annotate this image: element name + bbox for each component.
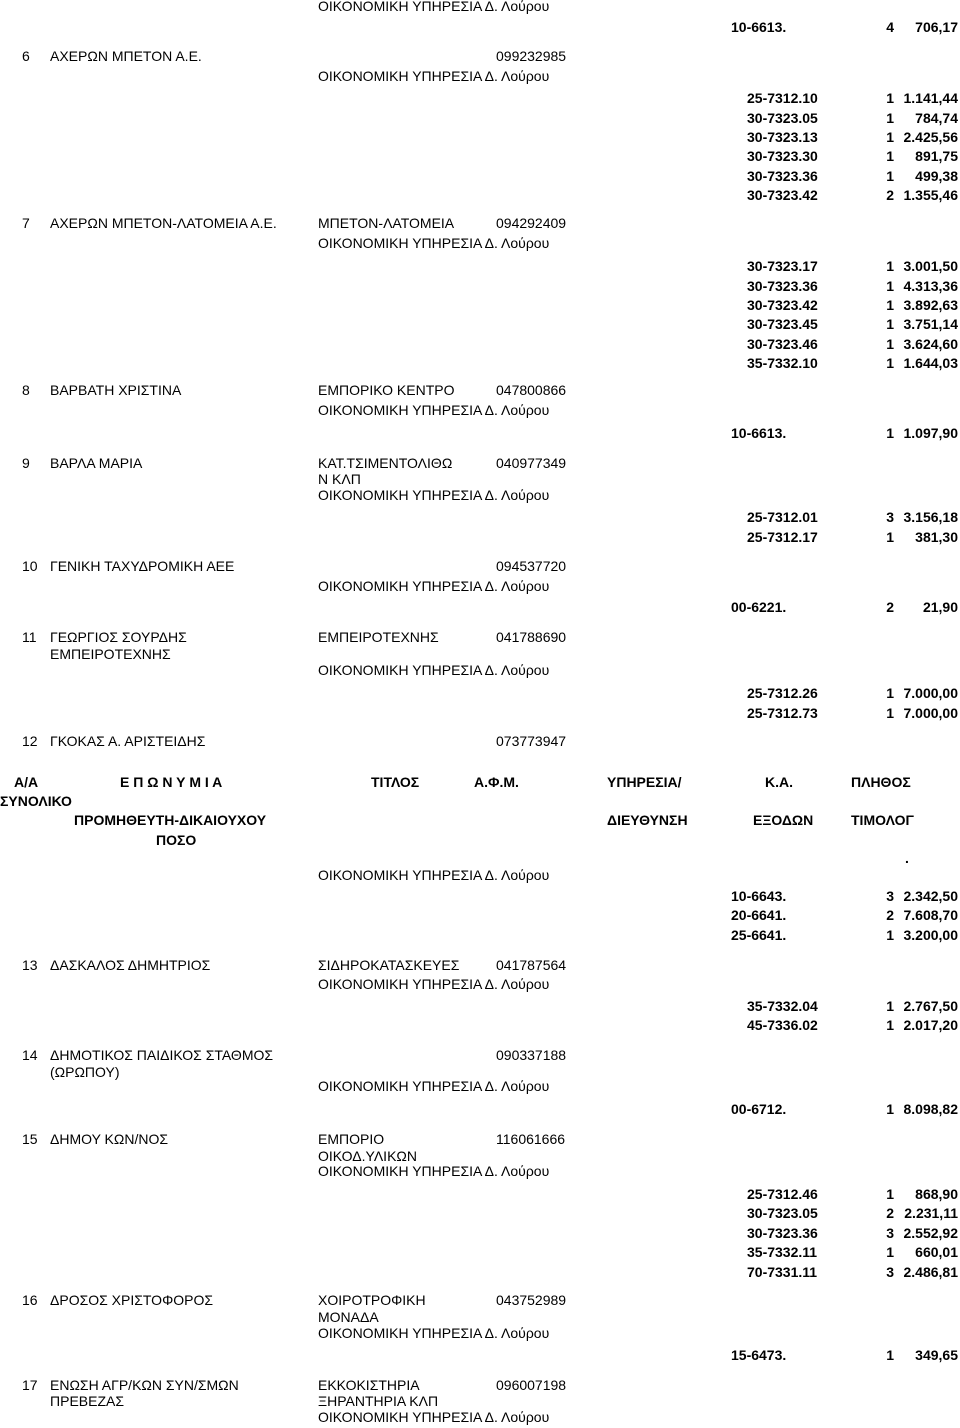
afm-value: 090337188: [496, 1047, 567, 1063]
supplier-name: ΓΕΝΙΚΗ ΤΑΧΥΔΡΟΜΙΚΗ ΑΕΕ: [50, 558, 235, 574]
row-number: 6: [22, 48, 30, 64]
expense-code: 25-7312.01: [747, 509, 818, 525]
supplier-name: ΓΚΟΚΑΣ Α. ΑΡΙΣΤΕΙΔΗΣ: [50, 733, 206, 749]
invoice-count: 1: [886, 425, 894, 441]
header-synoliko: ΣΥΝΟΛΙΚΟ: [0, 793, 72, 809]
invoice-count: 4: [886, 19, 894, 35]
expense-code: 30-7323.42: [747, 297, 818, 313]
supplier-title-cont: ΜΟΝΑΔΑ: [318, 1309, 379, 1325]
supplier-name: ΔΡΟΣΟΣ ΧΡΙΣΤΟΦΟΡΟΣ: [50, 1292, 214, 1308]
supplier-name: ΔΑΣΚΑΛΟΣ ΔΗΜΗΤΡΙΟΣ: [50, 957, 211, 973]
expense-code: 15-6473.: [731, 1347, 787, 1363]
expense-code: 20-6641.: [731, 907, 787, 923]
supplier-title: ΕΜΠΕΙΡΟΤΕΧΝΗΣ: [318, 629, 439, 645]
row-number: 14: [22, 1047, 38, 1063]
total-amount: 3.156,18: [903, 509, 958, 525]
service-label: ΟΙΚΟΝΟΜΙΚΗ ΥΠΗΡΕΣΙΑ Δ. Λούρου: [318, 68, 550, 84]
expense-code: 25-6641.: [731, 927, 787, 943]
invoice-count: 1: [886, 258, 894, 274]
expense-code: 25-7312.73: [747, 705, 818, 721]
total-amount: 3.892,63: [903, 297, 958, 313]
afm-value: 099232985: [496, 48, 567, 64]
supplier-name: ΒΑΡΛΑ ΜΑΡΙΑ: [50, 455, 143, 471]
total-amount: 2.767,50: [903, 998, 958, 1014]
invoice-count: 1: [886, 529, 894, 545]
expense-code: 30-7323.45: [747, 316, 818, 332]
header-service-2: ΔΙΕΥΘΥΝΣΗ: [607, 812, 688, 828]
service-label: ΟΙΚΟΝΟΜΙΚΗ ΥΠΗΡΕΣΙΑ Δ. Λούρου: [318, 1078, 550, 1094]
invoice-count: 2: [886, 599, 894, 615]
total-amount: 2.425,56: [903, 129, 958, 145]
header-poso: ΠΟΣΟ: [156, 832, 197, 848]
afm-value: 094292409: [496, 215, 567, 231]
invoice-count: 1: [886, 685, 894, 701]
invoice-count: 1: [886, 927, 894, 943]
header-name: Ε Π Ω Ν Υ Μ Ι Α: [120, 774, 223, 790]
total-amount: 891,75: [915, 148, 958, 164]
total-amount: 3.200,00: [903, 927, 958, 943]
afm-value: 116061666: [496, 1131, 566, 1147]
invoice-count: 1: [886, 336, 894, 352]
expense-code: 30-7323.36: [747, 168, 818, 184]
expense-code: 00-6712.: [731, 1101, 787, 1117]
service-label: ΟΙΚΟΝΟΜΙΚΗ ΥΠΗΡΕΣΙΑ Δ. Λούρου: [318, 1409, 550, 1425]
header-title: ΤΙΤΛΟΣ: [371, 774, 420, 790]
invoice-count: 3: [886, 509, 894, 525]
supplier-title: ΣΙΔΗΡΟΚΑΤΑΣΚΕΥΕΣ: [318, 957, 460, 973]
supplier-title: ΕΚΚΟΚΙΣΤΗΡΙΑ: [318, 1377, 420, 1393]
invoice-count: 1: [886, 297, 894, 313]
supplier-title: ΕΜΠΟΡΙΟ: [318, 1131, 385, 1147]
expense-code: 30-7323.36: [747, 1225, 818, 1241]
invoice-count: 3: [886, 888, 894, 904]
invoice-count: 2: [886, 187, 894, 203]
total-amount: 7.000,00: [903, 685, 958, 701]
total-amount: 1.644,03: [903, 355, 958, 371]
total-amount: 2.231,11: [904, 1205, 958, 1221]
row-number: 10: [22, 558, 38, 574]
invoice-count: 3: [886, 1264, 894, 1280]
expense-code: 35-7332.10: [747, 355, 818, 371]
invoice-count: 1: [886, 1347, 894, 1363]
invoice-count: 1: [886, 148, 894, 164]
service-label: ΟΙΚΟΝΟΜΙΚΗ ΥΠΗΡΕΣΙΑ Δ. Λούρου: [318, 0, 550, 14]
header-service: ΥΠΗΡΕΣΙΑ/: [607, 774, 682, 790]
row-number: 17: [22, 1377, 38, 1393]
supplier-name-cont: ΕΜΠΕΙΡΟΤΕΧΝΗΣ: [50, 646, 171, 662]
supplier-name: ΔΗΜΟΥ ΚΩΝ/ΝΟΣ: [50, 1131, 168, 1147]
expense-code: 35-7332.11: [747, 1244, 818, 1260]
afm-value: 094537720: [496, 558, 567, 574]
expense-code: 10-6643.: [731, 888, 787, 904]
header-aa: Α/Α: [14, 774, 39, 790]
invoice-count: 2: [886, 907, 894, 923]
expense-code: 25-7312.10: [747, 90, 818, 106]
afm-value: 047800866: [496, 382, 567, 398]
expense-code: 35-7332.04: [747, 998, 818, 1014]
supplier-name-cont: ΠΡΕΒΕΖΑΣ: [50, 1393, 125, 1409]
expense-code: 30-7323.13: [747, 129, 818, 145]
invoice-count: 3: [886, 1225, 894, 1241]
expense-code: 30-7323.30: [747, 148, 818, 164]
service-label: ΟΙΚΟΝΟΜΙΚΗ ΥΠΗΡΕΣΙΑ Δ. Λούρου: [318, 402, 550, 418]
row-number: 13: [22, 957, 38, 973]
expense-code: 10-6613.: [731, 425, 787, 441]
afm-value: 041788690: [496, 629, 567, 645]
total-amount: 2.552,92: [903, 1225, 958, 1241]
supplier-title-cont: Ν ΚΛΠ: [318, 471, 361, 487]
row-number: 9: [22, 455, 30, 471]
invoice-count: 1: [886, 90, 894, 106]
header-afm: Α.Φ.Μ.: [474, 774, 519, 790]
total-amount: 2.342,50: [903, 888, 958, 904]
supplier-title-cont: ΟΙΚΟΔ.ΥΛΙΚΩΝ: [318, 1148, 417, 1164]
supplier-name-cont: (ΩΡΩΠΟΥ): [50, 1064, 120, 1080]
header-ka: Κ.Α.: [765, 774, 793, 790]
row-number: 12: [22, 733, 38, 749]
expense-code: 30-7323.17: [747, 258, 818, 274]
expense-code: 10-6613.: [731, 19, 787, 35]
total-amount: 1.141,44: [903, 90, 958, 106]
total-amount: 349,65: [915, 1347, 958, 1363]
total-amount: 499,38: [915, 168, 958, 184]
invoice-count: 1: [886, 998, 894, 1014]
total-amount: 4.313,36: [903, 278, 958, 294]
supplier-name: ΕΝΩΣΗ ΑΓΡ/ΚΩΝ ΣΥΝ/ΣΜΩΝ: [50, 1377, 239, 1393]
total-amount: 1.355,46: [903, 187, 958, 203]
total-amount: 868,90: [915, 1186, 958, 1202]
row-number: 7: [22, 215, 30, 231]
expense-code: 30-7323.05: [747, 1205, 818, 1221]
expense-code: 70-7331.11: [747, 1264, 818, 1280]
row-number: 8: [22, 382, 30, 398]
invoice-count: 1: [886, 316, 894, 332]
service-label: ΟΙΚΟΝΟΜΙΚΗ ΥΠΗΡΕΣΙΑ Δ. Λούρου: [318, 235, 550, 251]
invoice-count: 1: [886, 168, 894, 184]
invoice-count: 1: [886, 1186, 894, 1202]
header-plithos: ΠΛΗΘΟΣ: [851, 774, 911, 790]
total-amount: 660,01: [915, 1244, 958, 1260]
expense-code: 25-7312.26: [747, 685, 818, 701]
invoice-count: 2: [886, 1205, 894, 1221]
total-amount: 2.017,20: [903, 1017, 958, 1033]
expense-code: 45-7336.02: [747, 1017, 818, 1033]
expense-code: 30-7323.46: [747, 336, 818, 352]
service-label: ΟΙΚΟΝΟΜΙΚΗ ΥΠΗΡΕΣΙΑ Δ. Λούρου: [318, 867, 550, 883]
total-amount: 784,74: [915, 110, 958, 126]
total-amount: 3.624,60: [903, 336, 958, 352]
expense-code: 30-7323.05: [747, 110, 818, 126]
invoice-count: 1: [886, 1244, 894, 1260]
header-ka-2: ΕΞΟΔΩΝ: [753, 812, 814, 828]
supplier-name: ΔΗΜΟΤΙΚΟΣ ΠΑΙΔΙΚΟΣ ΣΤΑΘΜΟΣ: [50, 1047, 274, 1063]
invoice-count: 1: [886, 129, 894, 145]
total-amount: 706,17: [915, 19, 958, 35]
supplier-title: ΕΜΠΟΡΙΚΟ ΚΕΝΤΡΟ: [318, 382, 455, 398]
service-label: ΟΙΚΟΝΟΜΙΚΗ ΥΠΗΡΕΣΙΑ Δ. Λούρου: [318, 662, 550, 678]
total-amount: 8.098,82: [903, 1101, 958, 1117]
supplier-title-cont: ΞΗΡΑΝΤΗΡΙΑ ΚΛΠ: [318, 1393, 439, 1409]
total-amount: 7.608,70: [903, 907, 958, 923]
expense-code: 30-7323.36: [747, 278, 818, 294]
invoice-count: 1: [886, 110, 894, 126]
supplier-title: ΜΠΕΤΟΝ-ΛΑΤΟΜΕΙΑ: [318, 215, 455, 231]
supplier-name: ΑΧΕΡΩΝ ΜΠΕΤΟΝ Α.Ε.: [50, 48, 202, 64]
service-label: ΟΙΚΟΝΟΜΙΚΗ ΥΠΗΡΕΣΙΑ Δ. Λούρου: [318, 578, 550, 594]
total-amount: 3.751,14: [903, 316, 958, 332]
service-label: ΟΙΚΟΝΟΜΙΚΗ ΥΠΗΡΕΣΙΑ Δ. Λούρου: [318, 976, 550, 992]
supplier-name: ΓΕΩΡΓΙΟΣ ΣΟΥΡΔΗΣ: [50, 629, 187, 645]
afm-value: 040977349: [496, 455, 567, 471]
expense-code: 25-7312.46: [747, 1186, 818, 1202]
row-number: 16: [22, 1292, 38, 1308]
supplier-name: ΑΧΕΡΩΝ ΜΠΕΤΟΝ-ΛΑΤΟΜΕΙΑ Α.Ε.: [50, 215, 277, 231]
total-amount: 21,90: [922, 599, 958, 615]
afm-value: 073773947: [496, 733, 567, 749]
afm-value: 041787564: [496, 957, 567, 973]
row-number: 11: [22, 629, 37, 645]
header-name-2: ΠΡΟΜΗΘΕΥΤΗ-ΔΙΚΑΙΟΥΧΟΥ: [74, 812, 267, 828]
expense-code: 00-6221.: [731, 599, 787, 615]
service-label: ΟΙΚΟΝΟΜΙΚΗ ΥΠΗΡΕΣΙΑ Δ. Λούρου: [318, 1325, 550, 1341]
expense-code: 30-7323.42: [747, 187, 818, 203]
afm-value: 043752989: [496, 1292, 567, 1308]
service-label: ΟΙΚΟΝΟΜΙΚΗ ΥΠΗΡΕΣΙΑ Δ. Λούρου: [318, 487, 550, 503]
invoice-count: 1: [886, 1017, 894, 1033]
invoice-count: 1: [886, 278, 894, 294]
supplier-title: ΚΑΤ.ΤΣΙΜΕΝΤΟΛΙΘΩ: [318, 455, 453, 471]
row-number: 15: [22, 1131, 38, 1147]
invoice-count: 1: [886, 1101, 894, 1117]
total-amount: 2.486,81: [903, 1264, 958, 1280]
invoice-count: 1: [886, 705, 894, 721]
total-amount: 3.001,50: [903, 258, 958, 274]
header-plithos-2: ΤΙΜΟΛΟΓ: [851, 812, 914, 828]
afm-value: 096007198: [496, 1377, 567, 1393]
total-amount: 1.097,90: [903, 425, 958, 441]
total-amount: 381,30: [915, 529, 958, 545]
supplier-title: ΧΟΙΡΟΤΡΟΦΙΚΗ: [318, 1292, 426, 1308]
supplier-name: ΒΑΡΒΑΤΗ ΧΡΙΣΤΙΝΑ: [50, 382, 182, 398]
total-amount: 7.000,00: [903, 705, 958, 721]
service-label: ΟΙΚΟΝΟΜΙΚΗ ΥΠΗΡΕΣΙΑ Δ. Λούρου: [318, 1163, 550, 1179]
expense-code: 25-7312.17: [747, 529, 818, 545]
header-dot: .: [905, 850, 909, 866]
invoice-count: 1: [886, 355, 894, 371]
